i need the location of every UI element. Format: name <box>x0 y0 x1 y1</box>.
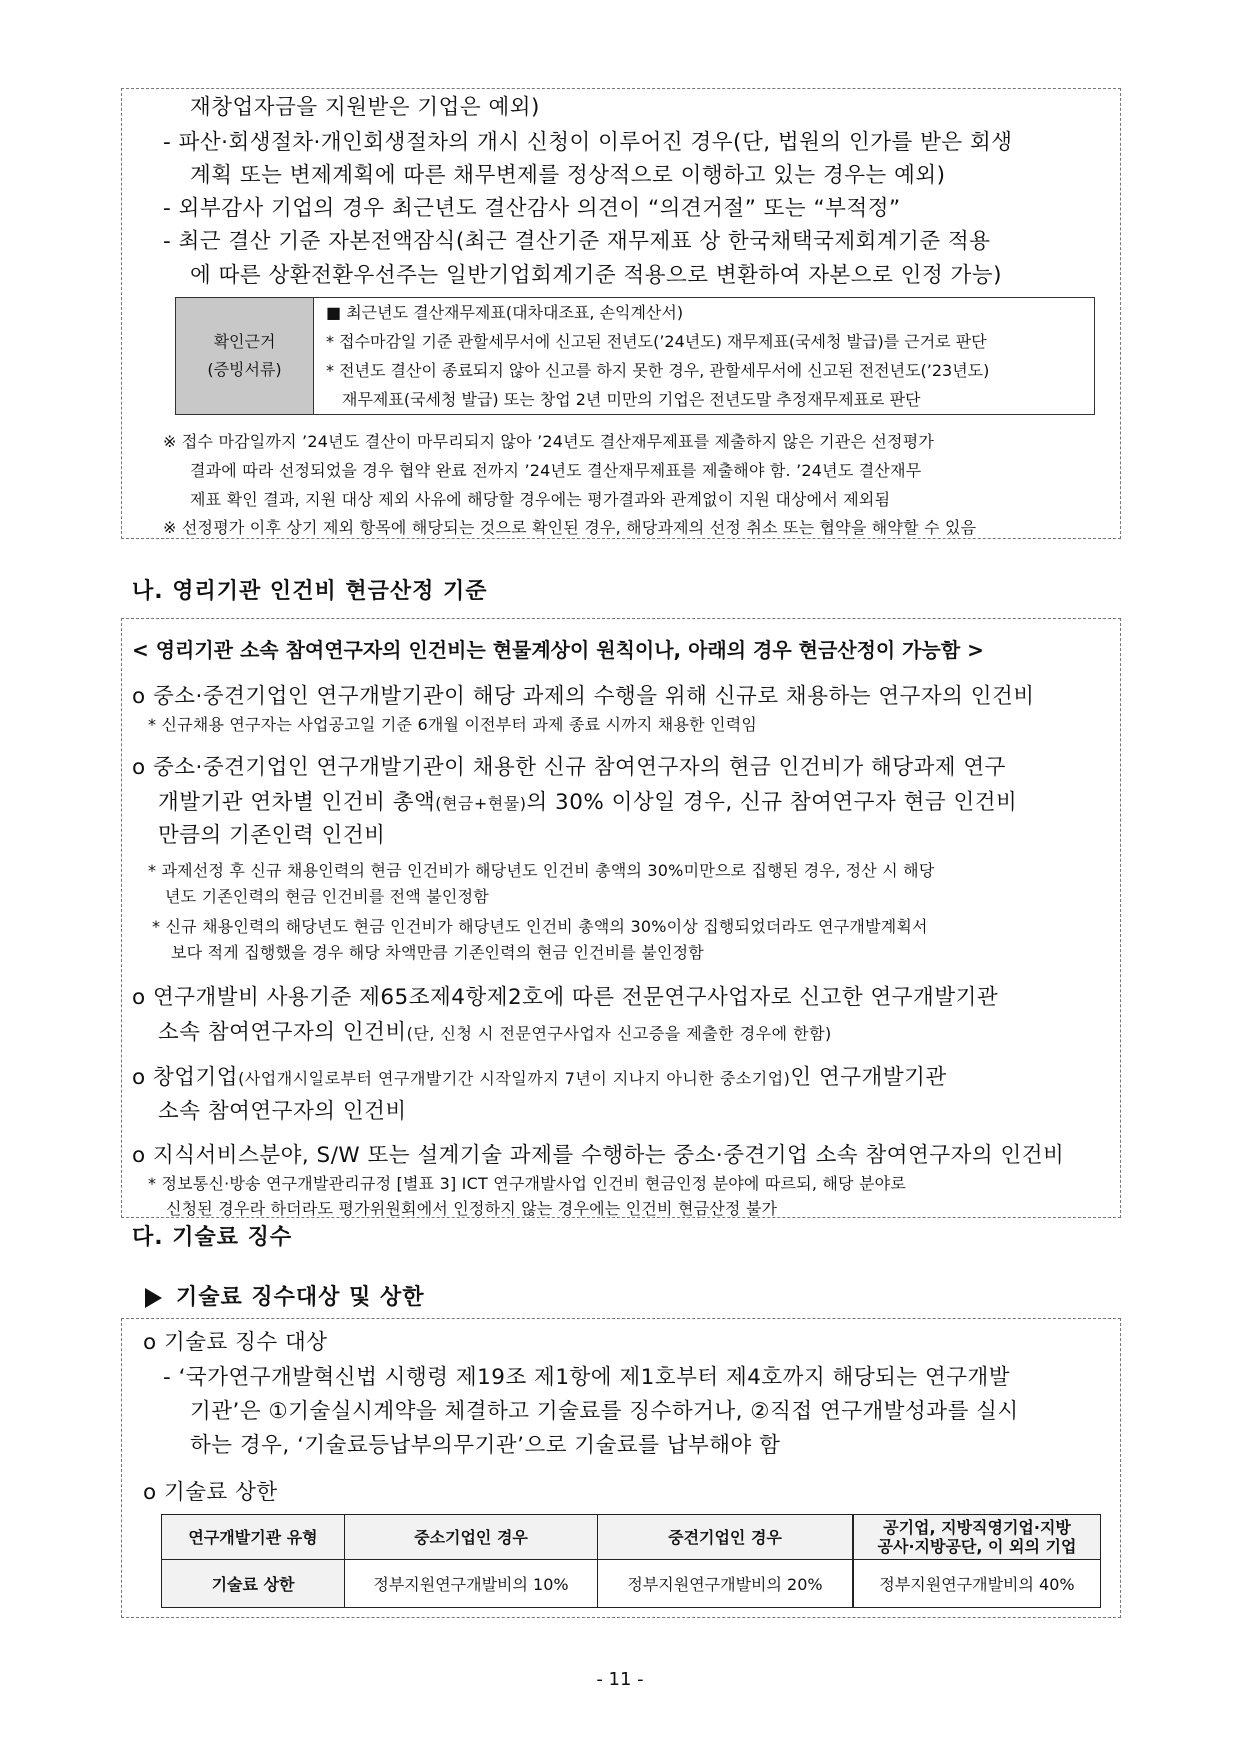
labor-item: o 지식서비스분야, S/W 또는 설계기술 과제를 수행하는 중소·중견기업 소속 참여연구자의 인건비 <box>132 1143 1065 1168</box>
note-line: 결과에 따라 선정되었을 경우 협약 완료 전까지 ’24년도 결산재무제표를 제출해야 함. ’24년도 결산재무 <box>190 461 922 480</box>
fee-header-cell <box>853 1515 1101 1560</box>
labor-item: o 연구개발비 사용기준 제65조제4항제2호에 따른 전문연구사업자로 신고한 연구개발기관 <box>132 985 999 1010</box>
evidence-label-sub: (증빙서류) <box>207 360 282 379</box>
fee-header-cell <box>162 1515 345 1560</box>
fee-item: o 기술료 상한 <box>143 1480 278 1505</box>
evidence-label: 확인근거 <box>213 332 276 351</box>
page-number: - 11 - <box>596 1669 644 1690</box>
triangle-bullet-icon <box>145 1288 162 1308</box>
labor-item-small: (현금+현물) <box>435 794 527 813</box>
labor-item-text: 개발기관 연차별 인건비 총액 <box>158 790 436 815</box>
labor-item-note: * 정보통신·방송 연구개발관리규정 [별표 3] ICT 연구개발사업 인건비 현금인정 분야에 따르되, 해당 분야로 <box>148 1174 906 1193</box>
fee-header-text: 공기업, 지방직영기업·지방 <box>883 1518 1071 1537</box>
labor-item <box>158 785 1017 816</box>
evidence-line: * 전년도 결산이 종료되지 않아 신고를 하지 못한 경우, 관할세무서에 신고된 전전년도(’23년도) <box>326 361 990 380</box>
note-line: 제표 확인 결과, 지원 대상 제외 사유에 해당할 경우에는 평가결과와 관계없이 지원 대상에서 제외됨 <box>190 490 891 509</box>
fee-item: - ‘국가연구개발혁신법 시행령 제19조 제1항에 제1호부터 제4호까지 해당되는 연구개발 <box>163 1365 1011 1390</box>
labor-item-note: * 신규 채용인력의 해당년도 현금 인건비가 해당년도 인건비 총액의 30%이상 집행되었더라도 연구개발계획서 <box>152 917 928 936</box>
tech-fee-table <box>161 1514 1101 1608</box>
labor-item-text: o 창업기업 <box>132 1065 239 1090</box>
fee-cell <box>345 1560 598 1608</box>
text-line: - 외부감사 기업의 경우 최근년도 결산감사 의견이 “의견거절” 또는 “부적정” <box>163 196 901 221</box>
fee-row-head-text: 기술료 상한 <box>211 1575 295 1594</box>
labor-item: o 중소·중견기업인 연구개발기관이 해당 과제의 수행을 위해 신규로 채용하는 연구자의 인건비 <box>132 684 1035 709</box>
fee-header-text: 연구개발기관 유형 <box>188 1527 318 1547</box>
labor-item: o 중소·중견기업인 연구개발기관이 채용한 신규 참여연구자의 현금 인건비가 해당과제 연구 <box>132 755 1006 780</box>
fee-cell-text: 정부지원연구개발비의 20% <box>627 1575 823 1594</box>
subheading <box>145 1280 425 1311</box>
fee-cell-text: 정부지원연구개발비의 40% <box>879 1575 1075 1594</box>
note-line: ※ 선정평가 이후 상기 제외 항목에 해당되는 것으로 확인된 경우, 해당과제의 선정 취소 또는 협약을 해약할 수 있음 <box>163 518 977 537</box>
labor-item-note: 년도 기존인력의 현금 인건비를 전액 불인정함 <box>165 887 489 906</box>
subheading-text: 기술료 징수대상 및 상한 <box>176 1285 425 1310</box>
evidence-content-cell <box>314 298 1095 415</box>
evidence-line: * 접수마감일 기준 관할세무서에 신고된 전년도(’24년도) 재무제표(국세청 발급)를 근거로 판단 <box>326 332 987 351</box>
text-line: 에 따른 상환전환우선주는 일반기업회계기준 적용으로 변환하여 자본으로 인정 가능) <box>190 263 1002 288</box>
fee-header-text: 공사·지방공단, 이 외의 기업 <box>877 1537 1077 1556</box>
fee-cell-text: 정부지원연구개발비의 10% <box>373 1575 569 1594</box>
evidence-line: ■ 최근년도 결산재무제표(대차대조표, 손익계산서) <box>326 303 684 322</box>
fee-item: o 기술료 징수 대상 <box>143 1330 328 1355</box>
fee-header-cell <box>345 1515 598 1560</box>
text-line: - 파산·회생절차·개인회생절차의 개시 신청이 이루어진 경우(단, 법원의 인가를 받은 회생 <box>163 130 1013 155</box>
labor-item-note: 보다 적게 집행했을 경우 해당 차액만큼 기존인력의 현금 인건비를 불인정함 <box>171 943 704 962</box>
fee-item: 기관’은 ①기술실시계약을 체결하고 기술료를 징수하거나, ②직접 연구개발성과를 실시 <box>190 1399 1019 1424</box>
labor-item <box>158 1015 832 1046</box>
labor-cost-header: < 영리기관 소속 참여연구자의 인건비는 현물계상이 원칙이나, 아래의 경우 현금산정이 가능함 > <box>132 638 984 662</box>
section-heading-da: 다. 기술료 징수 <box>132 1225 293 1250</box>
fee-header-cell <box>598 1515 854 1560</box>
labor-item <box>132 1060 947 1091</box>
labor-item-small: (사업개시일로부터 연구개발기간 시작일까지 7년이 지나지 아니한 중소기업) <box>238 1069 791 1088</box>
note-line: ※ 접수 마감일까지 ’24년도 결산이 마무리되지 않아 ’24년도 결산재무제표를 제출하지 않은 기관은 선정평가 <box>163 432 935 451</box>
labor-item-note: * 신규채용 연구자는 사업공고일 기준 6개월 이전부터 과제 종료 시까지 채용한 인력임 <box>148 715 758 734</box>
evidence-line: 재무제표(국세청 발급) 또는 창업 2년 미만의 기업은 전년도말 추정재무제표로 판단 <box>342 390 921 409</box>
labor-item: 만큼의 기존인력 인건비 <box>158 823 386 848</box>
fee-cell <box>853 1560 1101 1608</box>
evidence-label-cell <box>176 298 314 415</box>
labor-item: 소속 참여연구자의 인건비 <box>158 1099 407 1124</box>
evidence-table <box>175 297 1095 415</box>
labor-item-text: 의 30% 이상일 경우, 신규 참여연구자 현금 인건비 <box>526 790 1018 815</box>
labor-item-note: 신청된 경우라 하더라도 평가위원회에서 인정하지 않는 경우에는 인건비 현금산정 불가 <box>166 1199 778 1218</box>
fee-header-text: 중견기업인 경우 <box>668 1527 782 1547</box>
fee-item: 하는 경우, ‘기술료등납부의무기관’으로 기술료를 납부해야 함 <box>190 1433 781 1458</box>
text-line: 재창업자금을 지원받은 기업은 예외) <box>190 95 540 120</box>
fee-header-text: 중소기업인 경우 <box>414 1527 528 1547</box>
text-line: 계획 또는 변제계획에 따른 채무변제를 정상적으로 이행하고 있는 경우는 예외) <box>190 163 946 188</box>
labor-item-note: * 과제선정 후 신규 채용인력의 현금 인건비가 해당년도 인건비 총액의 30%미만으로 집행된 경우, 정산 시 해당 <box>148 861 935 880</box>
section-heading-na: 나. 영리기관 인건비 현금산정 기준 <box>132 579 488 604</box>
labor-item-small: (단, 신청 시 전문연구사업자 신고증을 제출한 경우에 한함) <box>406 1024 832 1043</box>
fee-cell <box>598 1560 854 1608</box>
text-line: - 최근 결산 기준 자본전액잠식(최근 결산기준 재무제표 상 한국채택국제회계기준 적용 <box>163 229 991 254</box>
labor-item-text: 인 연구개발기관 <box>790 1065 947 1090</box>
fee-row-head <box>162 1560 345 1608</box>
labor-item-text: 소속 참여연구자의 인건비 <box>158 1020 407 1045</box>
